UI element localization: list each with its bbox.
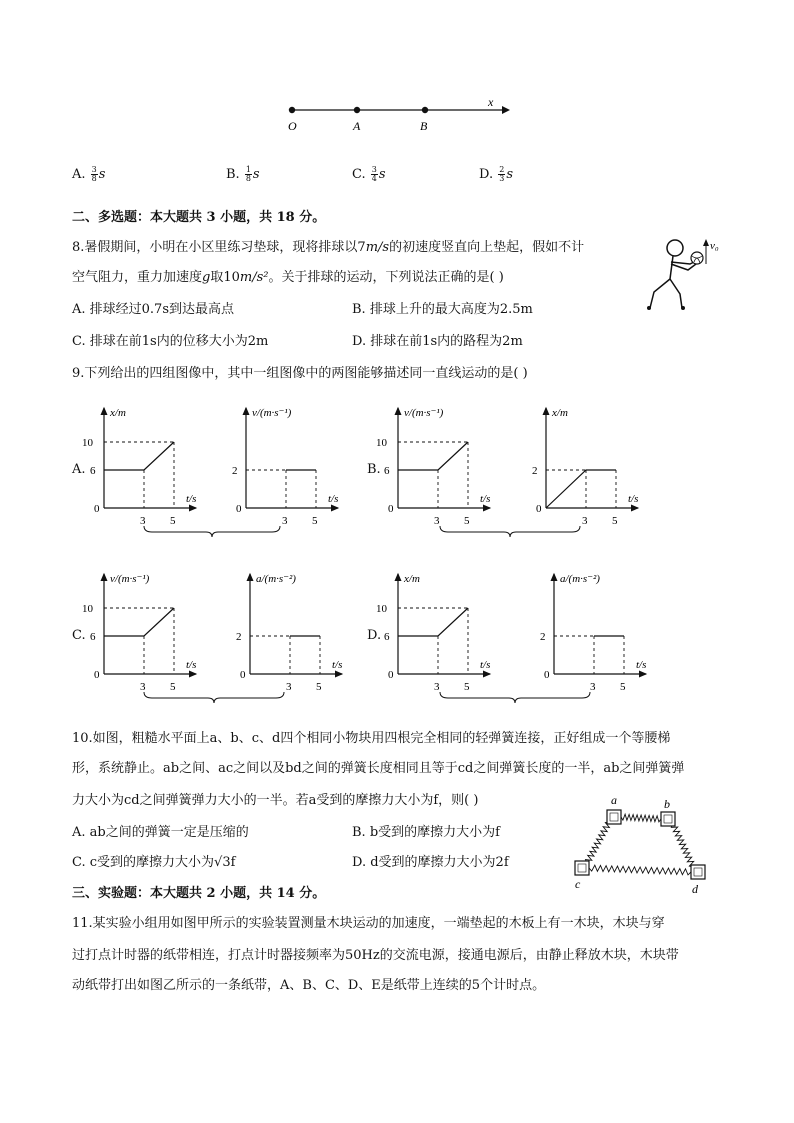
origin-label-d-right: 0 xyxy=(544,669,550,681)
q7-option-b[interactable]: B. $\frac{1}{8}$ s xyxy=(226,165,260,183)
q10-option-c[interactable]: C. c受到的摩擦力大小为√3f xyxy=(72,855,236,870)
x-axis-arrow xyxy=(502,106,510,114)
tick-6-d-left: 6 xyxy=(384,631,390,643)
point-a xyxy=(354,107,360,113)
tick-3-a-right: 3 xyxy=(282,515,288,527)
y-axis-label-b-left: v/(m·s⁻¹) xyxy=(404,407,444,419)
q9-option-b[interactable]: B. xyxy=(367,462,381,477)
tick-3-d-right: 3 xyxy=(590,681,596,693)
block-b-label: b xyxy=(664,797,670,811)
t-axis-label-a-right: t/s xyxy=(328,493,339,505)
label-o: O xyxy=(288,119,297,132)
y-axis-label-a-right: v/(m·s⁻¹) xyxy=(252,407,292,419)
t-axis-label-b-right: t/s xyxy=(628,493,639,505)
block-c xyxy=(575,861,589,875)
q10-stem-line1: 10.如图，粗糙水平面上a、b、c、d四个相同小物块用四根完全相同的轻弹簧连接，正好组成一个等腰梯 xyxy=(72,731,671,746)
tick-5-c-left: 5 xyxy=(170,681,176,693)
section-3-heading: 三、实验题：本大题共 2 小题，共 14 分。 xyxy=(72,886,326,901)
tick-5-b-left: 5 xyxy=(464,515,470,527)
q9-option-a[interactable]: A. xyxy=(72,462,86,477)
block-d-label: d xyxy=(692,882,698,896)
origin-label-a-left: 0 xyxy=(94,503,100,515)
group-brace-b xyxy=(440,526,580,537)
q10-option-a[interactable]: A. ab之间的弹簧一定是压缩的 xyxy=(72,825,249,840)
origin-label-c-left: 0 xyxy=(94,669,100,681)
t-axis-label-c-right: t/s xyxy=(332,659,343,671)
y-axis-label-c-left: v/(m·s⁻¹) xyxy=(110,573,150,585)
tick-5-d-left: 5 xyxy=(464,681,470,693)
section-2-heading: 二、多选题：本大题共 3 小题，共 18 分。 xyxy=(72,210,326,225)
q10-stem-line2: 形，系统静止。ab之间、ac之间以及bd之间的弹簧长度相同且等于cd之间弹簧长度的一半，ab之间弹簧弹 xyxy=(72,761,685,776)
origin-label-b-right: 0 xyxy=(536,503,542,515)
q7-option-d[interactable]: D. $\frac{2}{3}$ s xyxy=(479,165,513,183)
t-axis-label-d-right: t/s xyxy=(636,659,647,671)
q9-option-c[interactable]: C. xyxy=(72,628,86,643)
q8-option-b[interactable]: B. 排球上升的最大高度为2.5m xyxy=(352,302,533,317)
tick-5-d-right: 5 xyxy=(620,681,626,693)
q8-option-d[interactable]: D. 排球在前1s内的路程为2m xyxy=(352,334,523,349)
q11-stem-line2: 过打点计时器的纸带相连，打点计时器接频率为50Hz的交流电源，接通电源后，由静止释放木块，木块带 xyxy=(72,948,679,963)
point-b xyxy=(422,107,428,113)
block-a-label: a xyxy=(611,793,617,807)
tick-3-c-right: 3 xyxy=(286,681,292,693)
q11-stem-line3: 动纸带打出如图乙所示的一条纸带，A、B、C、D、E是纸带上连续的5个计时点。 xyxy=(72,978,546,993)
point-o xyxy=(289,107,295,113)
tick-6-b-left: 6 xyxy=(384,465,390,477)
tick-2-d-right: 2 xyxy=(540,631,546,643)
origin-label-a-right: 0 xyxy=(236,503,242,515)
q8-stem-line1: 8.暑假期间，小明在小区里练习垫球，现将排球以7m/s的初速度竖直向上垫起，假如不计 xyxy=(72,240,585,255)
v0-label: v₀ xyxy=(710,240,719,252)
origin-label-d-left: 0 xyxy=(388,669,394,681)
tick-3-d-left: 3 xyxy=(434,681,440,693)
t-axis-label-d-left: t/s xyxy=(480,659,491,671)
tick-5-a-left: 5 xyxy=(170,515,176,527)
spring-trapezoid-figure xyxy=(566,792,716,898)
origin-label-b-left: 0 xyxy=(388,503,394,515)
plot-line-a-left xyxy=(104,442,174,470)
q9-graphs xyxy=(80,390,680,710)
t-axis-label-a-left: t/s xyxy=(186,493,197,505)
tick-2-a-right: 2 xyxy=(232,465,238,477)
tick-5-c-right: 5 xyxy=(316,681,322,693)
y-axis-label-d-left: x/m xyxy=(404,573,420,585)
group-brace-c xyxy=(144,692,284,703)
label-b: B xyxy=(420,119,428,132)
t-axis-label-b-left: t/s xyxy=(480,493,491,505)
plot-line-d-left xyxy=(398,608,468,636)
q10-option-d[interactable]: D. d受到的摩擦力大小为2f xyxy=(352,855,509,870)
q9-option-d[interactable]: D. xyxy=(367,628,382,643)
plot-line-c-left xyxy=(104,608,174,636)
group-brace-a xyxy=(144,526,280,537)
block-a xyxy=(607,810,621,824)
tick-3-b-right: 3 xyxy=(582,515,588,527)
q10-stem-line3: 力大小为cd之间弹簧弹力大小的一半。若a受到的摩擦力大小为f，则( ) xyxy=(72,793,479,808)
label-a: A xyxy=(353,119,361,132)
label-x: x xyxy=(488,95,494,109)
tick-6-c-left: 6 xyxy=(90,631,96,643)
tick-10-b-left: 10 xyxy=(376,437,387,449)
tick-5-b-right: 5 xyxy=(612,515,618,527)
spring-ac xyxy=(586,822,610,863)
q8-stem-line2: 空气阻力，重力加速度g取10m/s²。关于排球的运动，下列说法正确的是( ) xyxy=(72,270,504,285)
spring-cd xyxy=(589,865,691,875)
y-axis-label-b-right: x/m xyxy=(552,407,568,419)
tick-6-a-left: 6 xyxy=(90,465,96,477)
tick-5-a-right: 5 xyxy=(312,515,318,527)
t-axis-label-c-left: t/s xyxy=(186,659,197,671)
tick-3-a-left: 3 xyxy=(140,515,146,527)
q8-option-a[interactable]: A. 排球经过0.7s到达最高点 xyxy=(72,302,234,317)
plot-line-b-left xyxy=(398,442,468,470)
plot-line-b-right xyxy=(546,470,616,508)
q10-option-b[interactable]: B. b受到的摩擦力大小为f xyxy=(352,825,500,840)
q9-stem: 9.下列给出的四组图像中，其中一组图像中的两图能够描述同一直线运动的是( ) xyxy=(72,366,528,381)
block-b xyxy=(661,812,675,826)
q11-stem-line1: 11.某实验小组用如图甲所示的实验装置测量木块运动的加速度，一端垫起的木板上有一木块，木块与穿 xyxy=(72,916,665,931)
spring-bd xyxy=(671,824,693,867)
y-axis-label-a-left: x/m xyxy=(110,407,126,419)
tick-10-a-left: 10 xyxy=(82,437,93,449)
tick-10-c-left: 10 xyxy=(82,603,93,615)
volleyball-player-figure xyxy=(640,234,730,316)
origin-label-c-right: 0 xyxy=(240,669,246,681)
tick-3-b-left: 3 xyxy=(434,515,440,527)
number-line-figure xyxy=(280,92,510,132)
q7-option-c[interactable]: C. $\frac{3}{4}$ s xyxy=(352,165,386,183)
q8-option-c[interactable]: C. 排球在前1s内的位移大小为2m xyxy=(72,334,269,349)
tick-2-c-right: 2 xyxy=(236,631,242,643)
y-axis-label-c-right: a/(m·s⁻²) xyxy=(256,573,296,585)
y-axis-label-d-right: a/(m·s⁻²) xyxy=(560,573,600,585)
q7-option-a[interactable]: A. $\frac{3}{8}$ s xyxy=(72,165,106,183)
block-d xyxy=(691,865,705,879)
tick-2-b-right: 2 xyxy=(532,465,538,477)
block-c-label: c xyxy=(575,877,581,891)
tick-10-d-left: 10 xyxy=(376,603,387,615)
tick-3-c-left: 3 xyxy=(140,681,146,693)
spring-ab xyxy=(621,814,661,822)
group-brace-d xyxy=(440,692,590,703)
